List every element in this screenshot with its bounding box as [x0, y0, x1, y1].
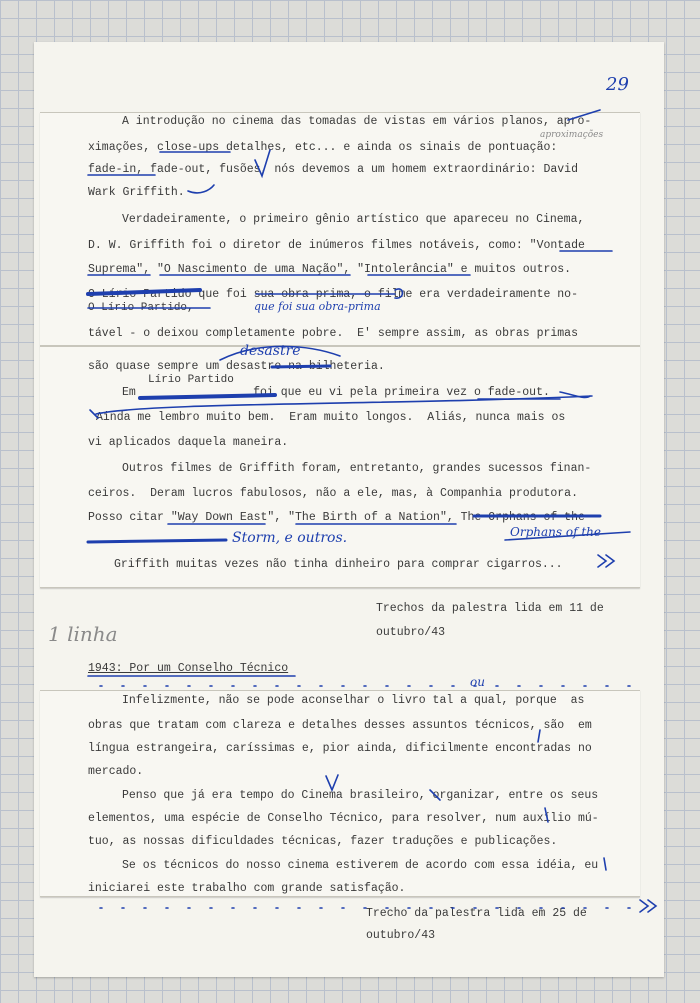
handwritten-que-foi: que foi sua obra-prima	[254, 300, 381, 313]
text-line: mercado.	[88, 765, 144, 778]
text-line: Verdadeiramente, o primeiro gênio artístico que apareceu no Cinema,	[122, 213, 585, 226]
caption-line: outubro/43	[376, 626, 446, 639]
text-line: Suprema", "O Nascimento de uma Nação", "Intolerância" e muitos outros.	[88, 263, 572, 276]
text-line: O Lírio Partido que foi sua obra-prima, o filme era verdadeiramente no-	[88, 288, 578, 301]
text-line: Wark Griffith.	[88, 186, 185, 199]
text-line: tuo, as nossas dificuldades técnicas, fazer traduções e publicações.	[88, 835, 558, 848]
text-line: elementos, uma espécie de Conselho Técnico, para resolver, num auxílio mú-	[88, 812, 599, 825]
handwritten-desastre: desastre	[240, 343, 301, 359]
caption-line: Trecho da palestra lida em 25 de	[366, 907, 587, 920]
text-line: Penso que já era tempo do Cinema brasileiro, organizar, entre os seus	[122, 789, 599, 802]
handwritten-ou: ou	[470, 675, 485, 689]
text-line: Ainda me lembro muito bem. Eram muito longos. Aliás, nunca mais os	[96, 411, 566, 424]
text-line: Infelizmente, não se pode aconselhar o livro tal a qual, porque as	[122, 694, 585, 707]
text-line: Griffith muitas vezes não tinha dinheiro para comprar cigarros...	[114, 558, 563, 571]
text-line: Se os técnicos do nosso cinema estiverem de acordo com essa idéia, eu	[122, 859, 599, 872]
text-line: língua estrangeira, caríssimas e, pior ainda, dificilmente encontradas no	[88, 742, 592, 755]
text-line: Em foi que eu vi pela primeira vez o fade-out.	[122, 386, 550, 399]
text-line: tável - o deixou completamente pobre. E' sempre assim, as obras primas	[88, 327, 578, 340]
text-line: Posso citar "Way Down East", "The Birth of a Nation", The Orphans of the	[88, 511, 585, 524]
text-line: A introdução no cinema das tomadas de vistas em vários planos, apro-	[122, 115, 592, 128]
caption-line: Trechos da palestra lida em 11 de	[376, 602, 604, 615]
text-line: ximações, close-ups detalhes, etc... e ainda os sinais de pontuação:	[88, 141, 558, 154]
pencil-aproximacoes: aproximações	[540, 130, 604, 140]
text-line: obras que tratam com clareza e detalhes desses assuntos técnicos, são em	[88, 719, 592, 732]
handwritten-storm: Storm, e outros.	[232, 530, 348, 546]
text-line: vi aplicados daquela maneira.	[88, 436, 289, 449]
text-line: ceiros. Deram lucros fabulosos, não a ele, mas, à Companhia produtora.	[88, 487, 578, 500]
text-line: D. W. Griffith foi o diretor de inúmeros filmes notáveis, como: "Vontade	[88, 239, 585, 252]
page-number: 29	[606, 74, 629, 95]
pencil-note: 1 linha	[48, 622, 118, 646]
text-line: iniciarei este trabalho com grande satisfação.	[88, 882, 406, 895]
text-line: Outros filmes de Griffith foram, entretanto, grandes sucessos finan-	[122, 462, 592, 475]
section-title: 1943: Por um Conselho Técnico	[88, 662, 289, 675]
text-line: são quase sempre um desastre na bilheteria.	[88, 360, 385, 373]
handwritten-orphans: Orphans of the	[510, 525, 601, 539]
caption-line: outubro/43	[366, 929, 436, 942]
text-line: fade-in, fade-out, fusões, nós devemos a um homem extraordinário: David	[88, 163, 578, 176]
text-line: Lírio Partido	[148, 374, 234, 386]
text-line: O Lírio Partido,	[88, 302, 194, 314]
